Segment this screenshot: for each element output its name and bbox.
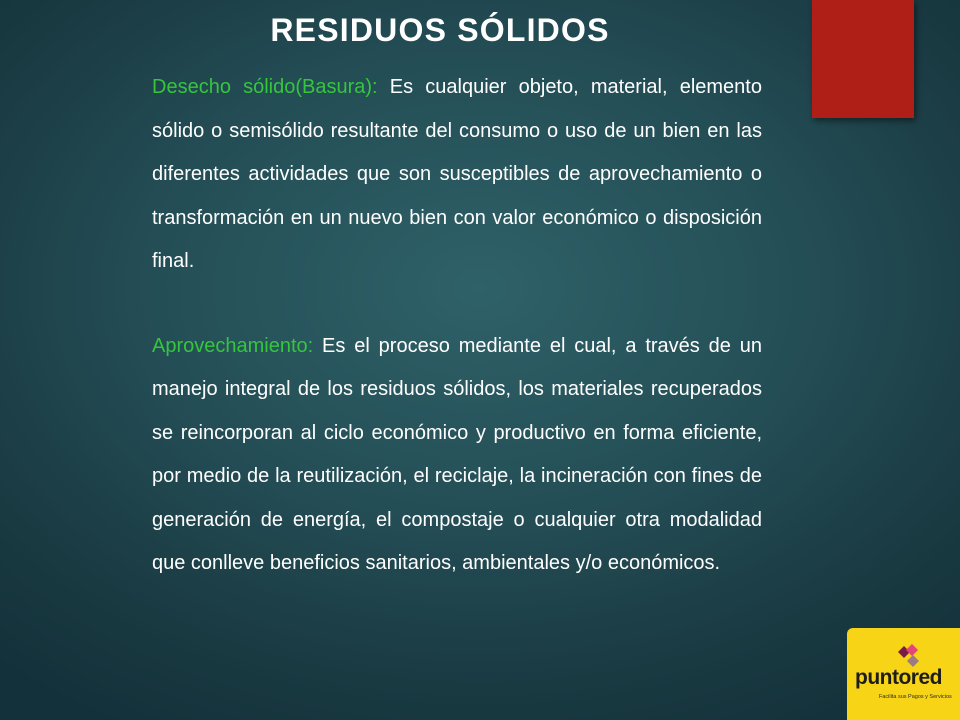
definition-text: Es cualquier objeto, material, elemento sólido o semisólido resultante del consumo o uso de un bien en las diferentes actividades que son susceptibles de aprovechamiento o transformación en un nuevo bien con valor económico o disposición final.	[152, 76, 762, 272]
definition-term: Desecho sólido(Basura):	[152, 76, 378, 98]
logo-wordmark: puntored	[855, 666, 942, 689]
puntored-logo	[847, 628, 960, 720]
logo-tagline: Facilita sus Pagos y Servicios	[879, 694, 952, 700]
definition-text: Es el proceso mediante el cual, a través de un manejo integral de los residuos sólidos, los materiales recuperados se reincorporan al ciclo económico y productivo en forma eficiente, por medio de la reutilización, el reciclaje, la incineración con fines de generación de energía, el compostaje o cualquier otra modalidad que conlleve beneficios sanitarios, ambientales y/o económicos.	[152, 334, 762, 574]
slide-title: RESIDUOS SÓLIDOS	[270, 12, 610, 48]
definition-term: Aprovechamiento:	[152, 334, 314, 357]
slide-body	[152, 66, 762, 586]
definition-paragraph	[152, 325, 762, 586]
definition-paragraph	[152, 66, 762, 284]
decorative-red-tab	[812, 0, 914, 118]
